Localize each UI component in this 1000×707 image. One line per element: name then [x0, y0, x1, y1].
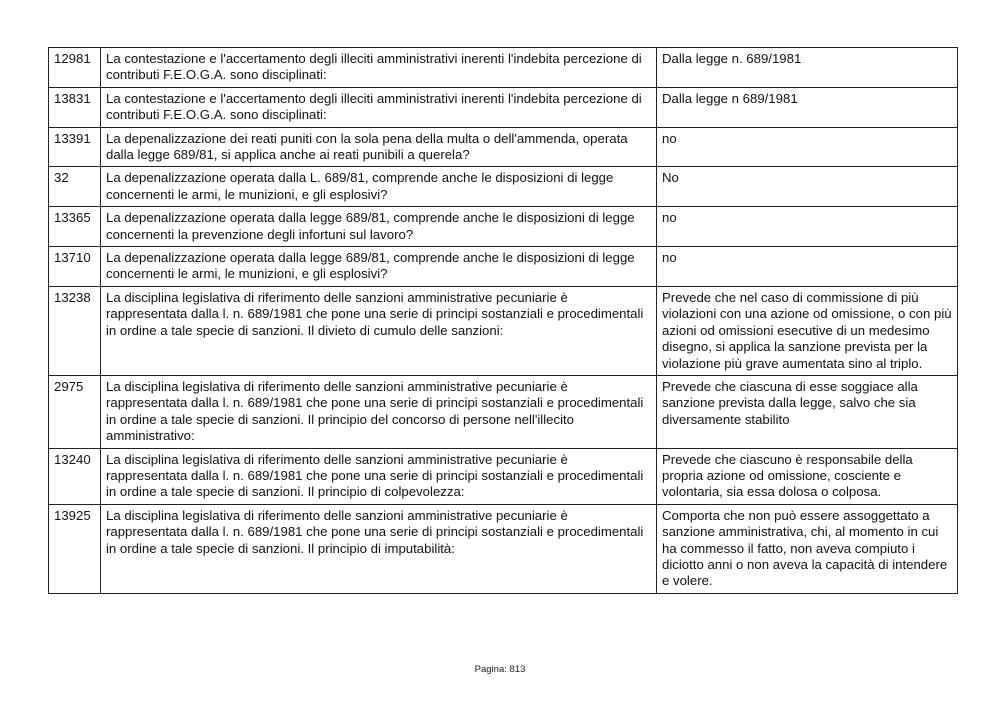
question-id-cell: 13925 — [49, 504, 101, 593]
question-cell: La disciplina legislativa di riferimento delle sanzioni amministrative pecuniarie è rappresentata dalla l. n. 689/1981 che pone una serie di principi sostanziali e procedimentali in ordine a tale specie di sanzioni. Il principio di imputabilità: — [101, 504, 657, 593]
answer-cell: Comporta che non può essere assoggettato a sanzione amministrativa, chi, al momento in cui ha commesso il fatto, non aveva compiuto i diciotto anni o non aveva la capacità di intendere e volere. — [657, 504, 958, 593]
answer-cell: no — [657, 247, 958, 287]
table-row — [49, 207, 958, 247]
answer-cell: No — [657, 167, 958, 207]
question-cell: La depenalizzazione operata dalla L. 689/81, comprende anche le disposizioni di legge concernenti le armi, le munizioni, e gli esplosivi? — [101, 167, 657, 207]
answer-cell: Prevede che nel caso di commissione di più violazioni con una azione od omissione, o con più azioni od omissioni esecutive di un medesimo disegno, si applica la sanzione prevista per la violazione più grave aumentata sino al triplo. — [657, 286, 958, 375]
table-row — [49, 286, 958, 375]
answer-cell: Dalla legge n. 689/1981 — [657, 48, 958, 88]
question-table-body — [49, 48, 958, 594]
question-id-cell: 32 — [49, 167, 101, 207]
table-row — [49, 247, 958, 287]
question-id-cell: 2975 — [49, 375, 101, 448]
question-cell: La contestazione e l'accertamento degli illeciti amministrativi inerenti l'indebita percezione di contributi F.E.O.G.A. sono disciplinati: — [101, 48, 657, 88]
table-row — [49, 504, 958, 593]
question-cell: La disciplina legislativa di riferimento delle sanzioni amministrative pecuniarie è rappresentata dalla l. n. 689/1981 che pone una serie di principi sostanziali e procedimentali in ordine a tale specie di sanzioni. Il divieto di cumulo delle sanzioni: — [101, 286, 657, 375]
question-cell: La disciplina legislativa di riferimento delle sanzioni amministrative pecuniarie è rappresentata dalla l. n. 689/1981 che pone una serie di principi sostanziali e procedimentali in ordine a tale specie di sanzioni. Il principio di colpevolezza: — [101, 448, 657, 504]
table-row — [49, 48, 958, 88]
table-row — [49, 448, 958, 504]
table-row — [49, 87, 958, 127]
question-cell: La depenalizzazione dei reati puniti con la sola pena della multa o dell'ammenda, operata dalla legge 689/81, si applica anche ai reati punibili a querela? — [101, 127, 657, 167]
answer-cell: no — [657, 207, 958, 247]
question-cell: La contestazione e l'accertamento degli illeciti amministrativi inerenti l'indebita percezione di contributi F.E.O.G.A. sono disciplinati: — [101, 87, 657, 127]
question-id-cell: 13391 — [49, 127, 101, 167]
question-id-cell: 12981 — [49, 48, 101, 88]
question-cell: La disciplina legislativa di riferimento delle sanzioni amministrative pecuniarie è rappresentata dalla l. n. 689/1981 che pone una serie di principi sostanziali e procedimentali in ordine a tale specie di sanzioni. Il principio del concorso di persone nell'illecito amministrativo: — [101, 375, 657, 448]
answer-cell: Prevede che ciascuna di esse soggiace alla sanzione prevista dalla legge, salvo che sia diversamente stabilito — [657, 375, 958, 448]
question-id-cell: 13831 — [49, 87, 101, 127]
answer-cell: no — [657, 127, 958, 167]
page-footer: Pagina: 813 — [474, 664, 526, 675]
question-table — [48, 47, 958, 594]
question-id-cell: 13365 — [49, 207, 101, 247]
question-cell: La depenalizzazione operata dalla legge 689/81, comprende anche le disposizioni di legge concernenti le armi, le munizioni, e gli esplosivi? — [101, 247, 657, 287]
question-cell: La depenalizzazione operata dalla legge 689/81, comprende anche le disposizioni di legge concernenti la prevenzione degli infortuni sul lavoro? — [101, 207, 657, 247]
question-id-cell: 13710 — [49, 247, 101, 287]
question-id-cell: 13240 — [49, 448, 101, 504]
answer-cell: Prevede che ciascuno è responsabile della propria azione od omissione, cosciente e volontaria, sia essa dolosa o colposa. — [657, 448, 958, 504]
table-row — [49, 127, 958, 167]
table-row — [49, 375, 958, 448]
question-id-cell: 13238 — [49, 286, 101, 375]
answer-cell: Dalla legge n 689/1981 — [657, 87, 958, 127]
table-row — [49, 167, 958, 207]
